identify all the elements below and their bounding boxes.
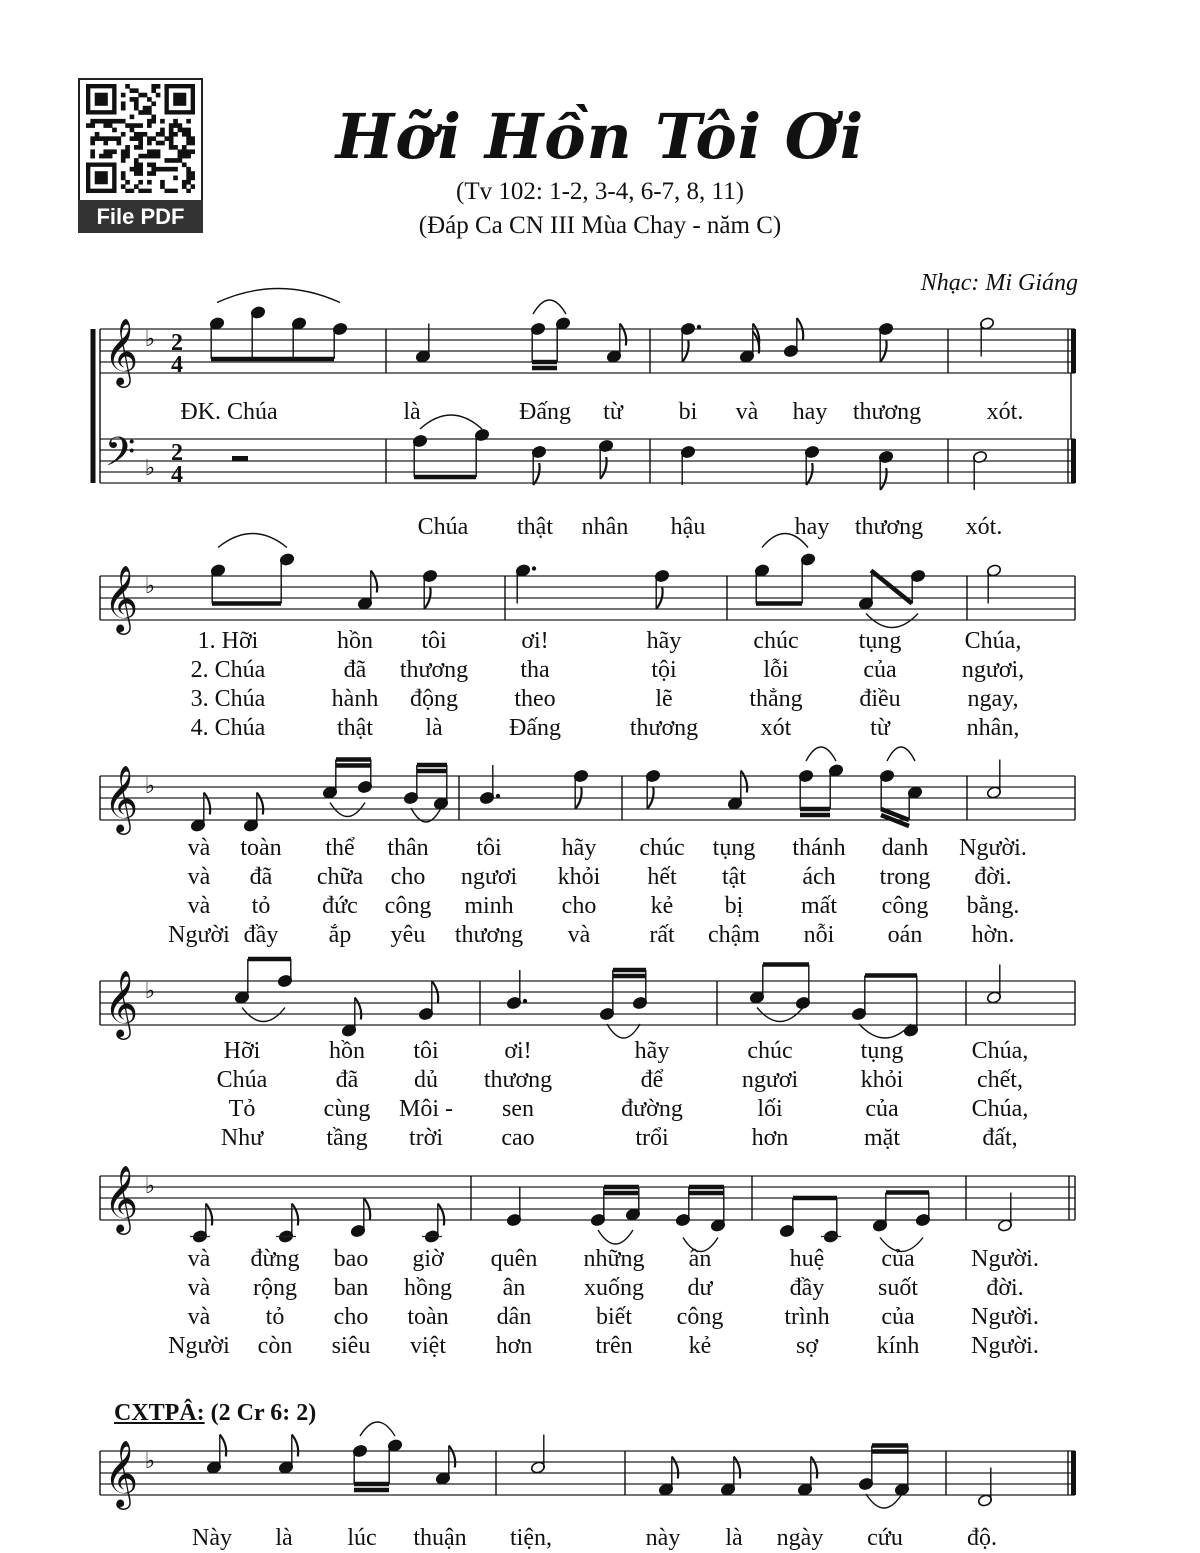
qr-module [138,93,143,98]
verse-lyric: và [187,835,211,861]
verse-lyric: Người. [971,1246,1039,1272]
verse-lyric: việt [410,1333,446,1359]
composer-credit: Nhạc: Mi Giáng [920,270,1078,296]
note-flag [355,998,361,1020]
verse-lyric: dân [496,1304,532,1330]
treble-clef-icon: 𝄞 [103,319,139,384]
key-flat-icon: ♭ [144,455,156,480]
note-flag [220,1435,226,1457]
acclamation-heading [114,1400,316,1427]
verse-lyric: ơi! [504,1038,532,1064]
verse-lyric: tôi [413,1038,439,1064]
time-sig-bottom: 4 [171,462,183,488]
verse-lyric: ách [802,864,836,890]
verse-lyric: rất [649,922,675,948]
acclamation-label: CXTPÂ: [114,1400,205,1426]
refrain-lyric: từ [603,399,623,425]
verse-lyric: xót [760,715,792,741]
slur [218,534,287,548]
slur [866,1494,902,1508]
verse-lyric: cho [561,893,597,919]
slur [598,1230,633,1244]
slur [217,289,340,303]
half-rest-icon [232,456,248,461]
verse-lyric: Chúa [216,1067,268,1093]
slur [607,1024,640,1038]
verse-lyric: tầng [326,1125,368,1151]
note-dot [523,999,527,1003]
acclamation-lyric: cứu [867,1525,903,1551]
verse-lyric: tôi [421,628,447,654]
verse-lyric: đã [343,657,367,683]
refrain-bass-lyric: hay [794,514,830,540]
verse-lyric: đầy [243,922,279,948]
verse-lyric: ân [688,1246,712,1272]
verse-lyric: nhân, [966,715,1020,741]
note-flag [620,324,626,346]
final-barline-thick [1071,329,1076,373]
verse-lyric: còn [257,1333,293,1359]
refrain-bass-lyric: thật [517,514,553,540]
qr-file-pdf-label[interactable]: File PDF [78,200,203,233]
verse-lyric: và [187,864,211,890]
verse-lyric: công [676,1304,724,1330]
refrain-bass-lyric: Chúa [417,514,469,540]
note-flag [672,1457,678,1479]
verse-lyric: lỗi [763,657,789,683]
refrain-lyric: và [735,399,759,425]
verse-lyric: tật [722,864,746,890]
refrain-bass-lyric: thương [854,514,924,540]
verse-lyric: cho [333,1304,369,1330]
verse-lyric: khỏi [860,1067,904,1093]
verse-lyric: 2. Chúa [190,657,266,683]
acclamation-lyric: ngày [776,1525,824,1551]
acclamation-lyric: tiện, [510,1525,552,1551]
verse-lyric: là [425,715,443,741]
note-dot [496,794,500,798]
acclamation-lyric: thuận [413,1525,467,1551]
verse-lyric: toàn [240,835,282,861]
song-title: Hỡi Hồn Tôi Ơi [335,100,865,173]
note-flag [371,571,377,593]
verse-lyric: tụng [712,835,756,861]
verse-lyric: thương [629,715,699,741]
note-dot [697,325,701,329]
verse-lyric: và [187,1275,211,1301]
verse-lyric: Môi - [399,1096,453,1122]
verse-lyric: Chúa, [971,1038,1029,1064]
verse-lyric: ban [333,1275,369,1301]
verse-lyric: hồn [329,1038,365,1064]
verse-lyric: công [881,893,929,919]
acclamation-lyric: độ. [967,1525,997,1551]
verse-lyric: lối [757,1096,783,1122]
qr-module [134,88,139,93]
verse-lyric: của [881,1246,915,1272]
refrain-lyric: hay [792,399,828,425]
note-dot [532,566,536,570]
verse-lyric: điều [859,686,901,712]
verse-lyric: hãy [634,1038,670,1064]
verse-lyric: thương [454,922,524,948]
verse-lyric: toàn [407,1304,449,1330]
verse-lyric: tội [651,657,677,683]
verse-lyric: dủ [414,1067,438,1093]
acclamation-ref: (2 Cr 6: 2) [210,1400,317,1426]
note-flag [292,1435,298,1457]
note-flag [880,468,886,490]
verse-lyric: ơi! [521,628,549,654]
verse-lyric: hành [331,686,379,712]
verse-lyric: 1. Hỡi [197,628,259,654]
qr-module [130,88,135,93]
treble-clef-icon: 𝄞 [103,1441,139,1506]
verse-lyric: và [187,1304,211,1330]
verse-lyric: tụng [860,1038,904,1064]
verse-lyric: thương [483,1067,553,1093]
verse-lyric: hãy [561,835,597,861]
verse-lyric: đức [322,893,358,919]
verse-lyric: trình [784,1304,830,1330]
slur [806,747,836,761]
key-flat-icon: ♭ [144,978,156,1003]
verse-lyric: danh [881,835,929,861]
verse-lyric: huệ [789,1246,825,1272]
verse-lyric: đã [249,864,273,890]
final-barline-thick [1071,1451,1076,1495]
verse-lyric: Đấng [509,715,561,741]
key-flat-icon: ♭ [144,1173,156,1198]
verse-lyric: xuống [584,1275,644,1301]
verse-lyric: Người. [959,835,1027,861]
verse-lyric: giờ [412,1246,444,1272]
qr-module [121,93,126,98]
final-barline-thick [1071,439,1076,483]
verse-lyric: tôi [476,835,502,861]
verse-lyric: Người [168,922,230,948]
verse-lyric: động [410,686,458,712]
verse-lyric: hồng [404,1275,452,1301]
qr-module [125,84,130,89]
time-sig-bottom: 4 [171,352,183,378]
verse-lyric: thật [337,715,373,741]
refrain-bass-lyric: xót. [965,514,1003,540]
verse-lyric: công [384,893,432,919]
verse-lyric: hết [647,864,677,890]
verse-lyric: hồn [337,628,373,654]
verse-lyric: sen [502,1096,534,1122]
verse-lyric: chết, [977,1067,1023,1093]
refrain-lyric: ĐK. Chúa [180,399,278,425]
verse-lyric: thương [399,657,469,683]
verse-lyric: khỏi [557,864,601,890]
verse-lyric: trổi [635,1125,669,1151]
verse-lyric: Người. [971,1304,1039,1330]
verse-lyric: nỗi [803,922,835,948]
verse-lyric: ắp [328,922,352,948]
time-sig-top: 2 [171,440,183,466]
verse-lyric: đừng [250,1246,300,1272]
qr-module [143,93,148,98]
qr-module [151,88,156,93]
verse-lyric: thẳng [749,686,803,712]
verse-lyric: tỏ [265,1304,285,1330]
verse-lyric: chậm [708,922,760,948]
verse-lyric: hơn [495,1333,533,1359]
qr-module [151,84,156,89]
bass-clef-icon: 𝄢 [104,431,136,484]
note-flag [600,457,606,479]
verse-lyric: cùng [323,1096,371,1122]
acclamation-lyric: là [725,1525,743,1551]
verse-lyric: Chúa, [971,1096,1029,1122]
verse-lyric: bị [724,893,744,919]
verse-lyric: ngươi, [961,657,1025,683]
key-flat-icon: ♭ [144,773,156,798]
refrain-lyric: bi [678,399,698,425]
note-flag [811,1457,817,1479]
note-flag [438,1204,444,1226]
acclamation-lyric: này [645,1525,681,1551]
verse-lyric: những [583,1246,645,1272]
note-flag [741,771,747,793]
note-flag [257,793,263,815]
verse-lyric: 3. Chúa [190,686,266,712]
verse-lyric: suốt [877,1275,919,1301]
verse-lyric: theo [514,686,556,712]
verse-lyric: ngay, [967,686,1019,712]
verse-lyric: Chúa, [964,628,1022,654]
verse-lyric: đời. [974,864,1012,890]
verse-lyric: ân [502,1275,526,1301]
verse-lyric: từ [870,715,890,741]
verse-lyric: và [187,893,211,919]
refrain-bass-lyric: nhân [581,514,629,540]
liturgical-occasion: (Đáp Ca CN III Mùa Chay - năm C) [418,212,782,239]
verse-lyric: đầy [789,1275,825,1301]
refrain-bass-lyric: hậu [670,514,706,540]
verse-lyric: siêu [331,1333,371,1359]
verse-lyric: ngươi [741,1067,799,1093]
note-flag [734,1457,740,1479]
verse-lyric: 4. Chúa [190,715,266,741]
verse-lyric: chúc [639,835,685,861]
verse-lyric: trời [408,1125,444,1151]
slur [887,747,915,761]
verse-lyric: cho [390,864,426,890]
verse-lyric: yêu [390,922,426,948]
refrain-lyric: xót. [986,399,1024,425]
verse-lyric: Tỏ [228,1096,256,1122]
verse-lyric: để [640,1067,664,1093]
verse-lyric: thể [325,835,355,861]
note-flag [449,1446,455,1468]
verse-lyric: chúc [753,628,799,654]
note-flag [806,463,812,485]
verse-lyric: bằng. [966,893,1020,919]
verse-lyric: hãy [646,628,682,654]
verse-lyric: của [865,1096,899,1122]
key-flat-icon: ♭ [144,326,156,351]
verse-lyric: tha [520,657,550,683]
treble-clef-icon: 𝄞 [103,1166,139,1231]
verse-lyric: chúc [747,1038,793,1064]
verse-lyric: biết [596,1304,632,1330]
qr-module [156,84,161,89]
verse-lyric: hờn. [971,922,1015,948]
verse-lyric: dư [687,1275,713,1301]
verse-lyric: tụng [858,628,902,654]
verse-lyric: mặt [864,1125,900,1151]
time-sig-top: 2 [171,330,183,356]
key-flat-icon: ♭ [144,1448,156,1473]
note-flag [292,1204,298,1226]
verse-lyric: thân [387,835,429,861]
verse-lyric: oán [887,922,923,948]
treble-clef-icon: 𝄞 [103,566,139,631]
verse-lyric: sợ [795,1333,819,1359]
acclamation-lyric: lúc [347,1525,377,1551]
verse-lyric: đã [335,1067,359,1093]
acclamation-lyric: là [275,1525,293,1551]
acclamation-lyric: Này [192,1525,232,1551]
verse-lyric: thánh [792,835,846,861]
refrain-lyric: thương [852,399,922,425]
verse-lyric: và [567,922,591,948]
verse-lyric: Người. [971,1333,1039,1359]
verse-lyric: quên [490,1246,538,1272]
verse-lyric: đất, [982,1125,1018,1151]
treble-clef-icon: 𝄞 [103,766,139,831]
verse-lyric: của [881,1304,915,1330]
verse-lyric: của [863,657,897,683]
note-flag [204,793,210,815]
verse-lyric: trên [595,1333,633,1359]
slur [859,1024,911,1038]
verse-lyric: và [187,1246,211,1272]
slur [360,1422,395,1436]
verse-lyric: lẽ [655,686,673,712]
verse-lyric: Người [168,1333,230,1359]
verse-lyric: tỏ [251,893,271,919]
verse-lyric: kẻ [650,893,674,919]
note-flag [206,1204,212,1226]
slur [420,415,482,429]
psalm-reference: (Tv 102: 1-2, 3-4, 6-7, 8, 11) [456,178,744,205]
verse-lyric: trong [879,864,931,890]
verse-lyric: cao [501,1125,535,1151]
verse-lyric: minh [464,893,514,919]
verse-lyric: bao [333,1246,369,1272]
verse-lyric: hơn [751,1125,789,1151]
note-flag [533,463,539,485]
verse-lyric: chữa [316,864,364,890]
refrain-lyric: Đấng [519,399,571,425]
verse-lyric: kính [876,1333,920,1359]
verse-lyric: ngươi [460,864,518,890]
verse-lyric: đường [621,1096,683,1122]
qr-module [156,93,161,98]
verse-lyric: mất [801,893,837,919]
refrain-lyric: là [403,399,421,425]
treble-clef-icon: 𝄞 [103,971,139,1036]
verse-lyric: Như [220,1125,264,1151]
verse-lyric: kẻ [688,1333,712,1359]
slur [533,300,566,314]
verse-lyric: rộng [253,1275,297,1301]
key-flat-icon: ♭ [144,573,156,598]
verse-lyric: đời. [986,1275,1024,1301]
verse-lyric: Hỡi [223,1038,261,1064]
